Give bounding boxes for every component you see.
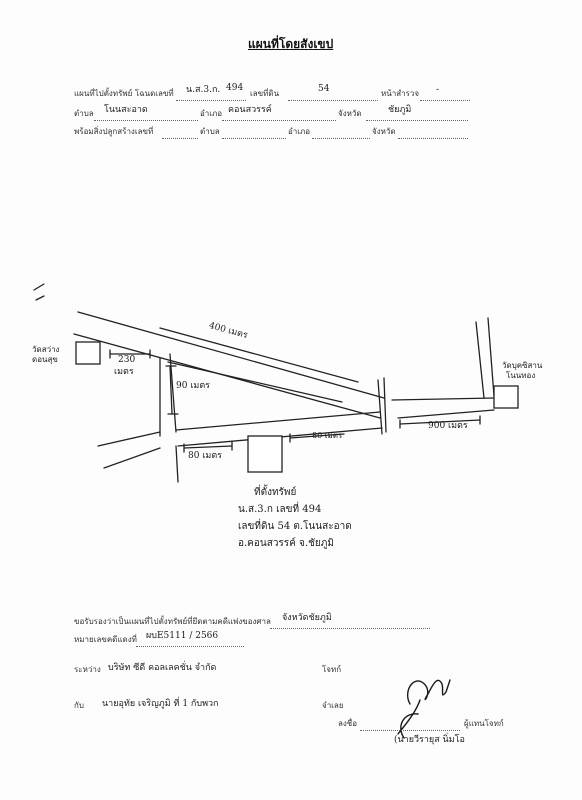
label-wat-right-2: โนนทอง <box>506 371 536 380</box>
sign-label: ลงชื่อ <box>338 719 358 728</box>
doc-label: แผนที่ไปตั้งทรัพย์ โฉนดเลขที่ <box>74 89 174 98</box>
label-dist-80-left: 80 เมตร <box>188 451 223 461</box>
with-label: กับ <box>74 701 84 710</box>
signer-name: (นายวีรายุส นิ่มโอ <box>394 735 465 745</box>
page-title: แผนที่โดยสังเขป <box>248 37 334 51</box>
between-label: ระหว่าง <box>74 665 101 674</box>
tambon-value: โนนสะอาด <box>104 105 148 115</box>
label-road-400: 400 เมตร <box>207 321 249 341</box>
label-wat-left-1: วัดสว่าง <box>32 345 60 354</box>
sign-dots <box>360 730 460 731</box>
certify-label: ขอรับรองว่าเป็นแผนที่ไปตั้งทรัพย์ที่ยึดตามคดีแพ่งของศาล <box>74 617 271 626</box>
property-title: ที่ตั้งทรัพย์ <box>254 487 297 498</box>
province-value: ชัยภูมิ <box>388 105 412 115</box>
page-label: หน้าสำรวจ <box>381 89 420 98</box>
label-dist-230: 230 <box>118 355 136 365</box>
defendant-role: จำเลย <box>322 701 344 710</box>
plaintiff-name: บริษัท ซีดี คอลเลคชั่น จำกัด <box>108 663 217 673</box>
label-dist-900: 900 เมตร <box>428 421 468 431</box>
label-dist-90: 90 เมตร <box>176 381 211 391</box>
case-number: ผบE5111 / 2566 <box>146 631 219 641</box>
plaintiff-role: โจทก์ <box>322 665 342 674</box>
property-line-3: อ.คอนสวรรค์ จ.ชัยภูมิ <box>238 538 334 549</box>
label-wat-left-2: ดอนสุข <box>32 355 58 364</box>
defendant-name: นายอุทัย เจริญภูมิ ที่ 1 กับพวก <box>102 699 219 709</box>
label-dist-80-right: 80 เมตร <box>312 431 343 440</box>
doc-number: 494 <box>226 83 244 93</box>
amphoe-label: อำเภอ <box>200 109 223 118</box>
doc-type: น.ส.3.ก. <box>186 85 221 95</box>
province-label: จังหวัด <box>338 109 362 118</box>
building-label: พร้อมสิ่งปลูกสร้างเลขที่ <box>74 127 154 136</box>
property-line-2: เลขที่ดิน 54 ต.โนนสะอาด <box>238 521 352 532</box>
tambon-label: ตำบล <box>74 109 94 118</box>
land-label: เลขที่ดิน <box>250 89 280 98</box>
amphoe-value: คอนสวรรค์ <box>228 105 272 115</box>
sign-role: ผู้แทนโจทก์ <box>464 719 504 728</box>
label-wat-right-1: วัดบุคซิสาน <box>502 361 543 370</box>
tambon2-label: ตำบล <box>200 127 220 136</box>
page-number: - <box>436 85 440 95</box>
property-line-1: น.ส.3.ก เลขที่ 494 <box>238 504 322 515</box>
amphoe2-label: อำเภอ <box>288 127 311 136</box>
case-label: หมายเลขคดีแดงที่ <box>74 635 137 644</box>
province2-label: จังหวัด <box>372 127 396 136</box>
court-value: จังหวัดชัยภูมิ <box>282 613 332 623</box>
land-number: 54 <box>318 84 330 94</box>
label-dist-230-unit: เมตร <box>114 367 134 377</box>
